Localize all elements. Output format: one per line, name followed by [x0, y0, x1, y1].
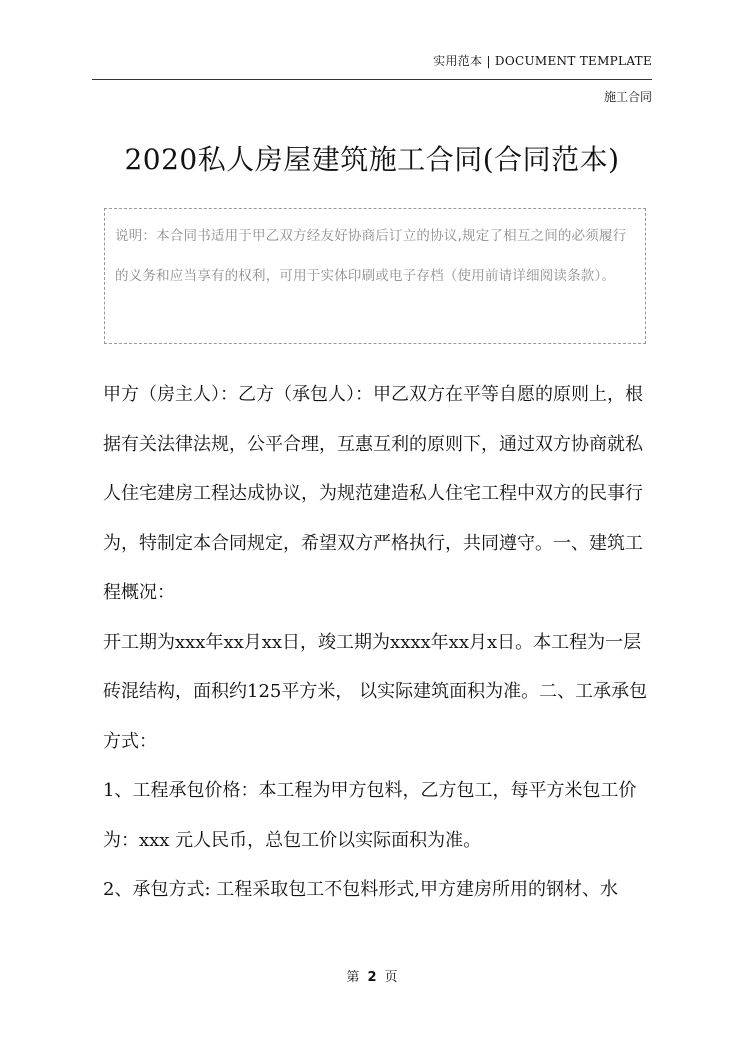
page-footer — [0, 966, 744, 985]
paragraph-method: 2、承包方式: 工程采取包工不包料形式,甲方建房所用的钢材、水 — [103, 879, 618, 900]
header-template-label: 实用范本 | DOCUMENT TEMPLATE — [433, 54, 652, 68]
header-section-label: 施工合同 — [603, 90, 652, 104]
page-number: 2 — [367, 970, 377, 985]
footer-prefix: 第 — [346, 970, 360, 985]
paragraph-schedule: 开工期为xxx年xx月xx日，竣工期为xxxx年xx月x日。本工程为一层砖混结构，面积约125平方米， 以实际建筑面积为准。二、工承承包方式： — [103, 631, 648, 752]
header-divider — [92, 79, 652, 80]
contract-body — [103, 370, 657, 915]
document-title: 2020私人房屋建筑施工合同(合同范本) — [124, 143, 620, 176]
description-text: 说明：本合同书适用于甲乙双方经友好协商后订立的协议,规定了相互之间的必须履行的义务和应当享有的权利，可用于实体印刷或电子存档（使用前请详细阅读条款）。 — [115, 228, 627, 284]
description-box — [104, 208, 646, 344]
paragraph-parties: 甲方（房主人）：乙方（承包人）：甲乙双方在平等自愿的原则上，根据有关法律法规，公平合理，互惠互利的原则下，通过双方协商就私人住宅建房工程达成协议，为规范建造私人住宅工程中双方的民事行为，特制定本合同规定，希望双方严格执行，共同遵守。一、建筑工程概况： — [103, 384, 643, 603]
footer-suffix: 页 — [384, 970, 398, 985]
paragraph-price: 1、工程承包价格：本工程为甲方包料，乙方包工，每平方米包工价为：xxx 元人民币，总包工价以实际面积为准。 — [103, 780, 637, 851]
